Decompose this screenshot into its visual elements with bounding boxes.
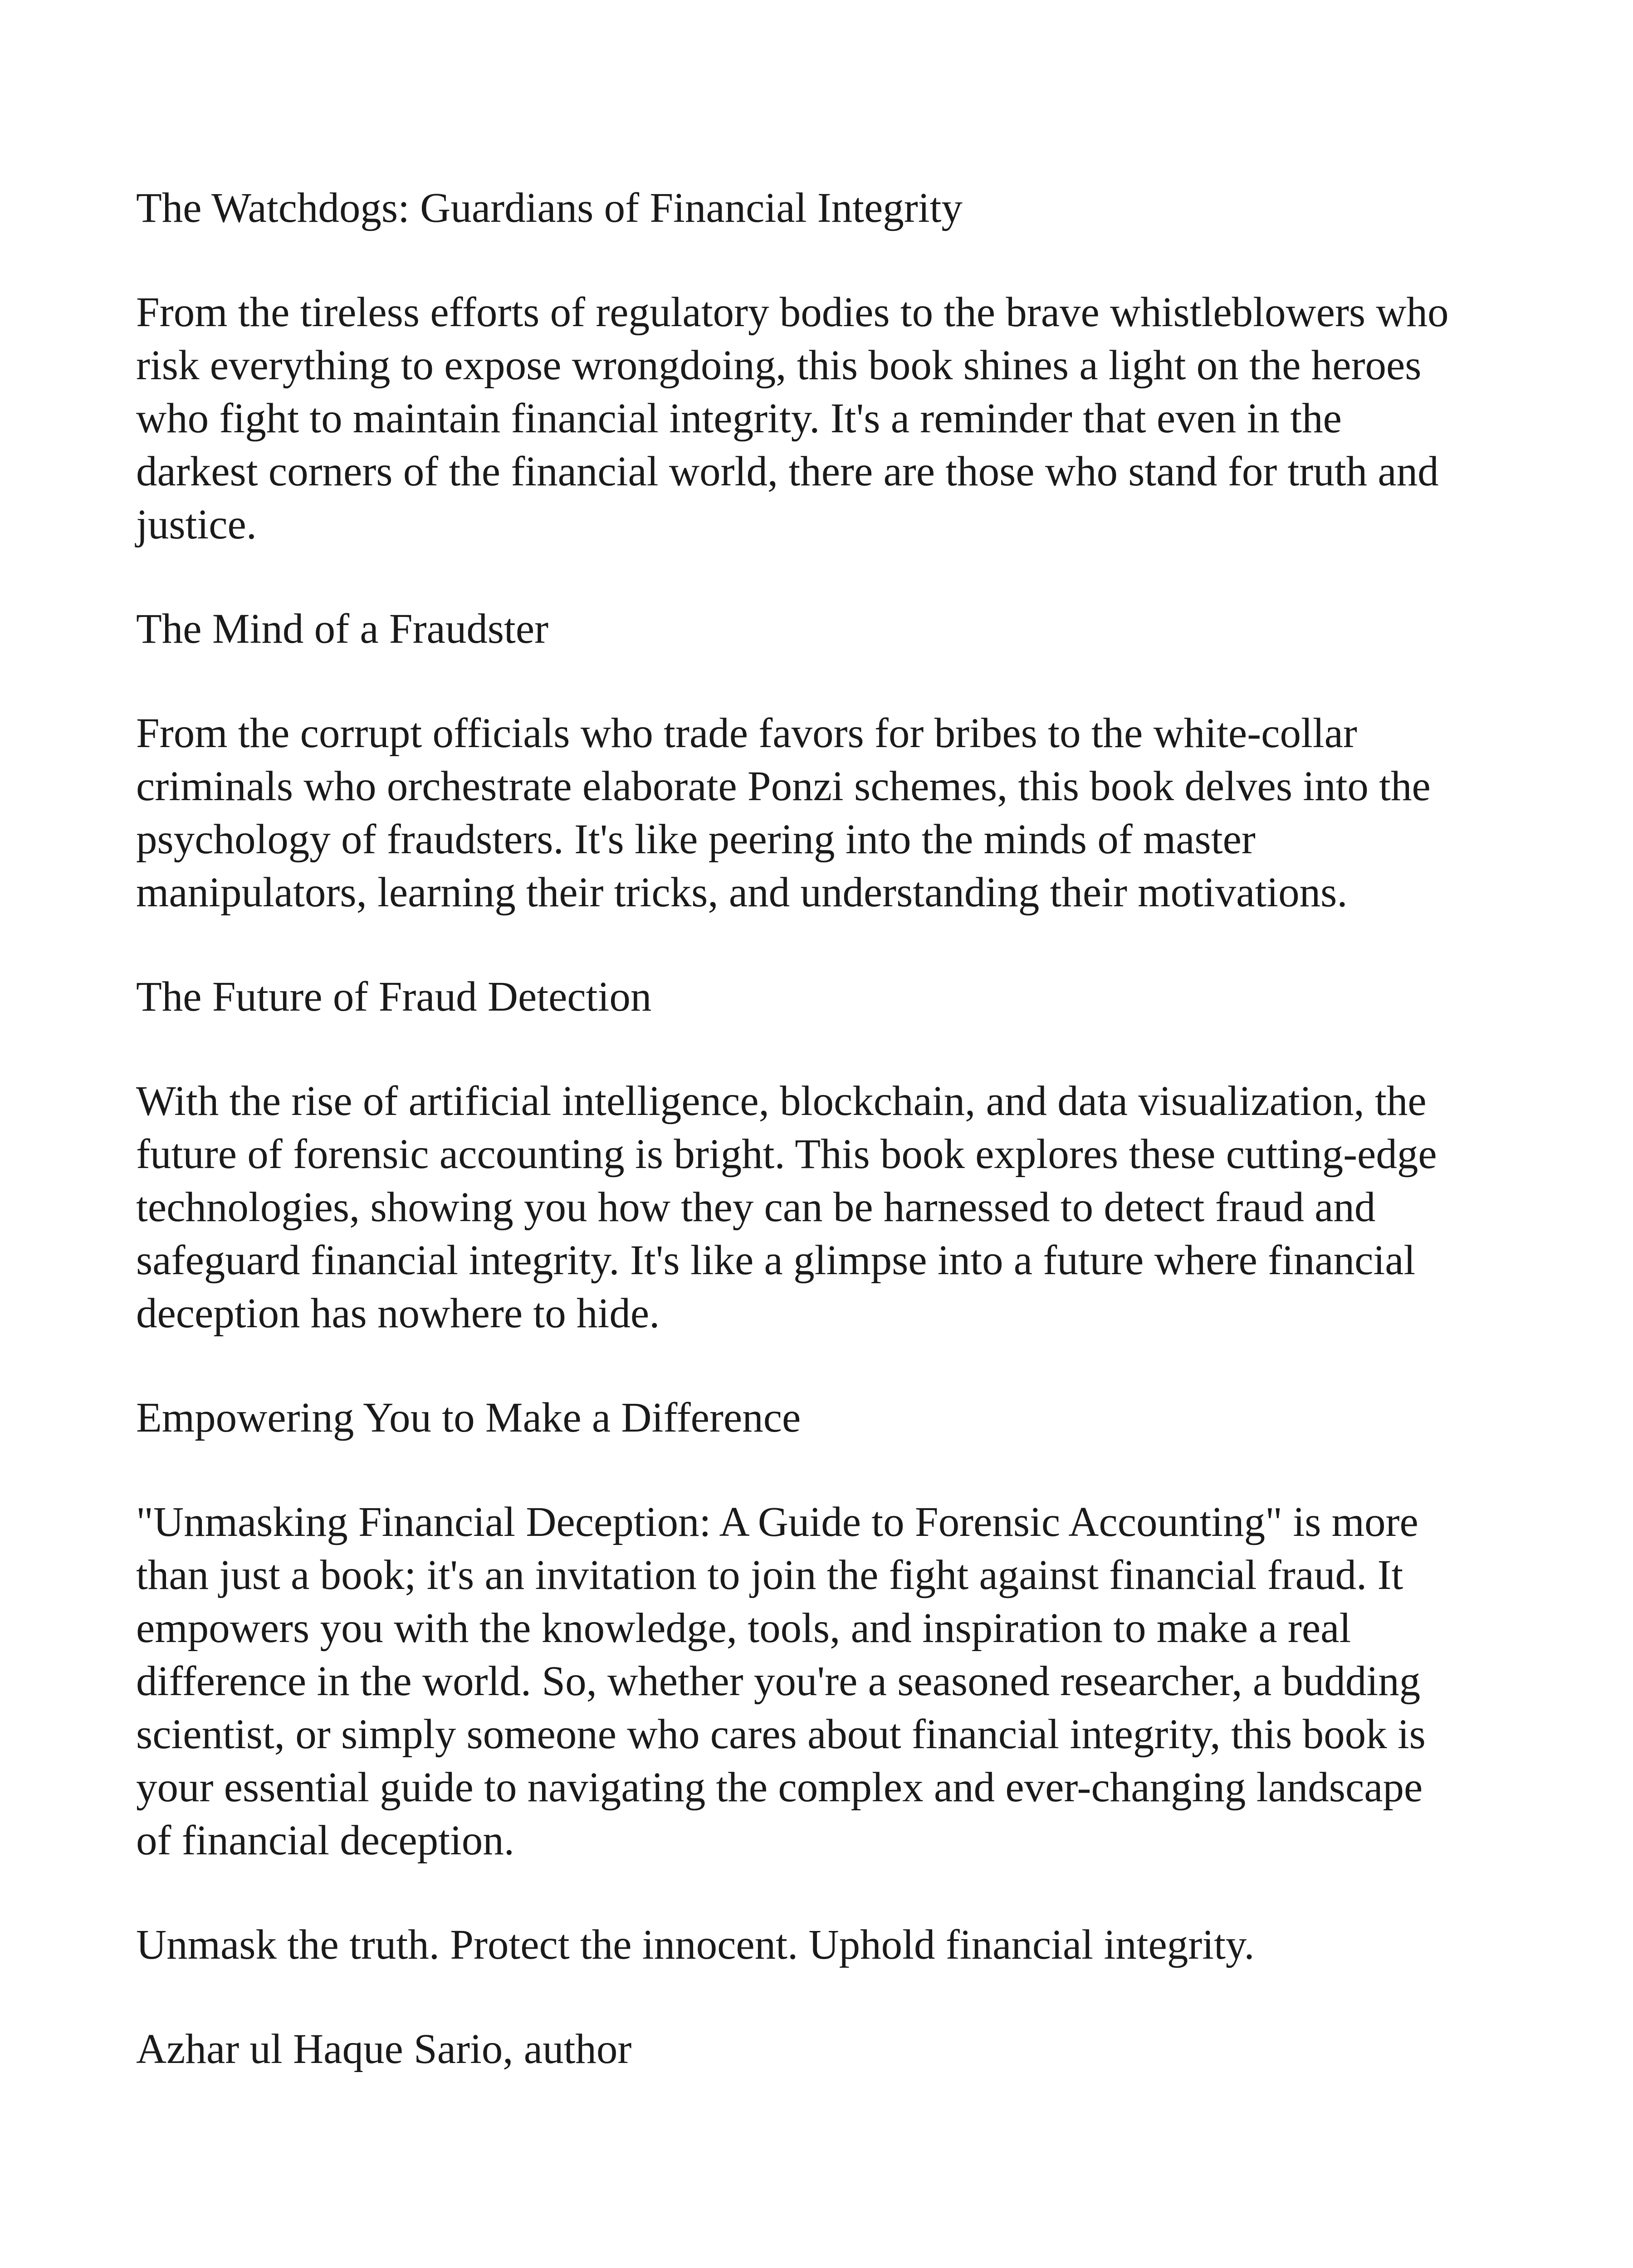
- section-paragraph: From the tireless efforts of regulatory bodies to the brave whistleblowers who risk everything to expose wrongdoing, this book shines a light on the heroes who fight to maintain financial integrity. It's a reminder that even in the darkest corners of the financial world, there are those who stand for truth and justice.: [136, 289, 1449, 548]
- section-heading: Empowering You to Make a Difference: [136, 1394, 801, 1441]
- section-mind-of-fraudster: [136, 602, 1452, 919]
- section-empowering-you: [136, 1391, 1452, 1867]
- closing-line: Unmask the truth. Protect the innocent. Uphold financial integrity.: [136, 1921, 1255, 1968]
- section-future-of-fraud-detection: [136, 970, 1452, 1340]
- author-signature: Azhar ul Haque Sario, author: [136, 2026, 632, 2072]
- section-paragraph: "Unmasking Financial Deception: A Guide to Forensic Accounting" is more than just a book; it's an invitation to join the fight against financial fraud. It empowers you with the knowledge, tools, and inspiration to make a real difference in the world. So, whether you're a seasoned researcher, a budding scientist, or simply someone who cares about financial integrity, this book is your essential guide to navigating the complex and ever-changing landscape of financial deception.: [136, 1499, 1426, 1864]
- section-watchdogs: [136, 181, 1452, 551]
- section-paragraph: With the rise of artificial intelligence, blockchain, and data visualization, the future of forensic accounting is bright. This book explores these cutting-edge technologies, showing you how they can be harnessed to detect fraud and safeguard financial integrity. It's like a glimpse into a future where financial deception has nowhere to hide.: [136, 1078, 1437, 1337]
- section-paragraph: From the corrupt officials who trade favors for bribes to the white-collar criminals who orchestrate elaborate Ponzi schemes, this book delves into the psychology of fraudsters. It's like peering into the minds of master manipulators, learning their tricks, and understanding their motivations.: [136, 710, 1431, 916]
- page-content: [136, 181, 1452, 2127]
- section-heading: The Future of Fraud Detection: [136, 973, 652, 1020]
- section-heading: The Mind of a Fraudster: [136, 606, 549, 652]
- section-heading: The Watchdogs: Guardians of Financial Integrity: [136, 185, 963, 231]
